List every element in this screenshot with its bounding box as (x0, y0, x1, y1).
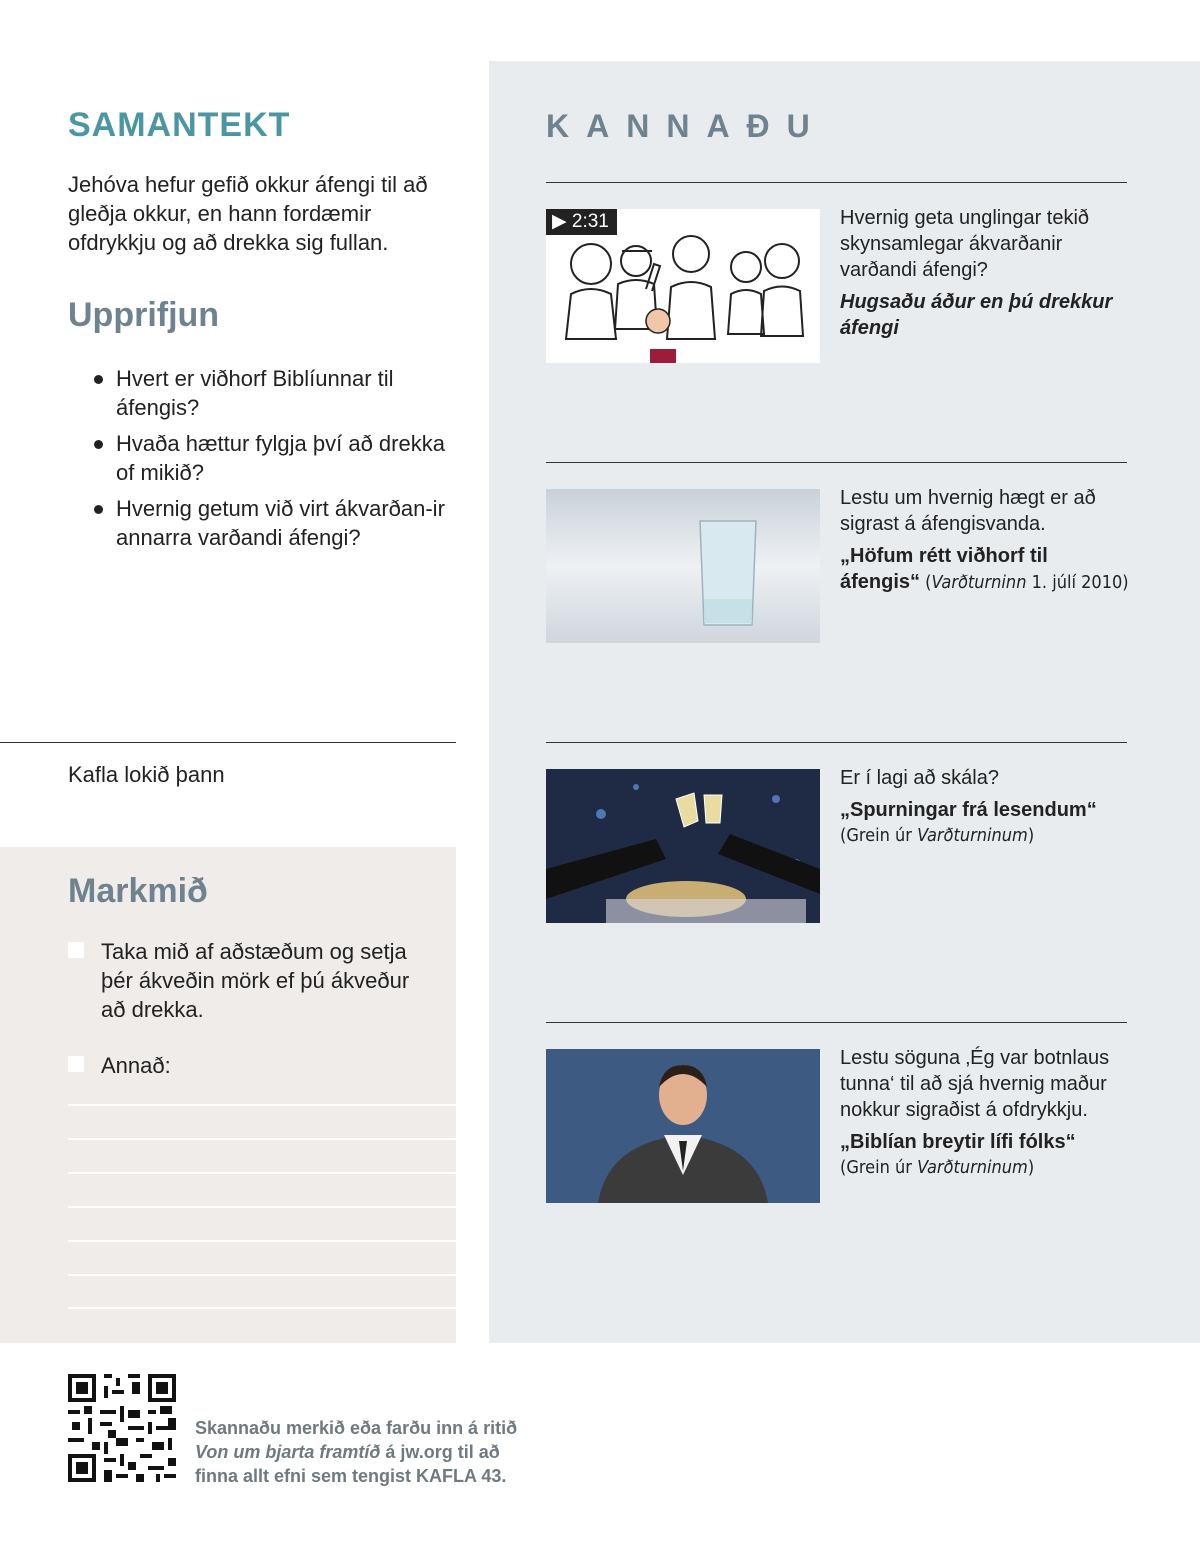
video-duration-badge: ▶ 2:31 (546, 209, 617, 235)
man-portrait-icon (546, 1049, 820, 1203)
note-line[interactable] (68, 1138, 456, 1140)
video-thumbnail[interactable] (546, 209, 820, 363)
qr-code-icon[interactable] (68, 1374, 176, 1482)
explore-item-source: (Grein úr Varðturninum) (840, 1157, 1035, 1178)
explore-item-description: Hvernig geta unglingar tekið skynsamlegar ákvarðanir varðandi áfengi? (840, 207, 1090, 281)
toast-glasses-icon (546, 769, 820, 923)
note-line[interactable] (68, 1274, 456, 1276)
explore-item-link[interactable]: Hugsaðu áður en þú drekkur áfengi (840, 291, 1113, 339)
article-thumbnail[interactable] (546, 489, 820, 643)
explore-item-text (840, 205, 1130, 341)
goals-panel (0, 847, 456, 1343)
explore-item-description: Lestu söguna ‚Ég var botnlaus tunna‘ til að sjá hvernig maður nokkur sigraðist á ofdrykkju. (840, 1047, 1110, 1121)
explore-item-source: (Varðturninn 1. júlí 2010) (920, 572, 1129, 593)
note-line[interactable] (68, 1240, 456, 1242)
article-thumbnail[interactable] (546, 1049, 820, 1203)
explore-item-text (840, 1045, 1130, 1181)
explore-item-description: Lestu um hvernig hægt er að sigrast á áfengisvanda. (840, 487, 1096, 535)
summary-text: Jehóva hefur gefið okkur áfengi til að gleðja okkur, en hann fordæmir ofdrykkju og að drekka sig fullan. (68, 172, 428, 255)
chapter-completed-label: Kafla lokið þann (68, 762, 225, 787)
footer-note: Skannaðu merkið eða farðu inn á ritið Von um bjarta framtíð á jw.org til að finna allt efni sem tengist KAFLA 43. (195, 1418, 518, 1486)
article-thumbnail[interactable] (546, 769, 820, 923)
divider (546, 742, 1127, 743)
review-question: Hvert er viðhorf Biblíunnar til áfengis? (92, 364, 462, 422)
goals-heading: Markmið (68, 872, 208, 910)
review-question: Hvernig getum við virt ákvarðan-ir annarra varðandi áfengi? (92, 494, 462, 552)
water-glass-icon (546, 489, 820, 643)
goal-checkbox[interactable] (68, 1056, 84, 1072)
divider (546, 462, 1127, 463)
explore-item-text (840, 485, 1130, 596)
divider (546, 1022, 1127, 1023)
goal-item[interactable] (68, 937, 438, 1024)
goal-checkbox[interactable] (68, 942, 84, 958)
explore-item-source: (Grein úr Varðturninum) (840, 825, 1035, 846)
explore-item-link[interactable]: „Spurningar frá lesendum“ (840, 799, 1097, 821)
review-question-list (92, 364, 462, 559)
explore-item-title[interactable]: „Höfum rétt viðhorf til áfengis“ (840, 545, 1048, 593)
review-heading: Upprifjun (68, 296, 220, 334)
note-line[interactable] (68, 1307, 456, 1309)
divider (0, 742, 456, 743)
goal-text: Annað: (101, 1053, 171, 1078)
note-line[interactable] (68, 1172, 456, 1174)
summary-heading: SAMANTEKT (68, 106, 291, 144)
explore-item-description: Er í lagi að skála? (840, 767, 999, 789)
note-line[interactable] (68, 1104, 456, 1106)
note-line[interactable] (68, 1206, 456, 1208)
explore-heading: KANNAÐU (546, 108, 827, 144)
explore-item-link[interactable]: „Biblían breytir lífi fólks“ (840, 1131, 1076, 1153)
explore-item-text (840, 765, 1130, 849)
goal-item-other[interactable] (68, 1051, 438, 1080)
divider (546, 182, 1127, 183)
review-question: Hvaða hættur fylgja því að drekka of mikið? (92, 429, 462, 487)
explore-item-link[interactable] (840, 543, 1130, 596)
goal-text: Taka mið af aðstæðum og setja þér ákveðin mörk ef þú ákveður að drekka. (101, 939, 410, 1022)
